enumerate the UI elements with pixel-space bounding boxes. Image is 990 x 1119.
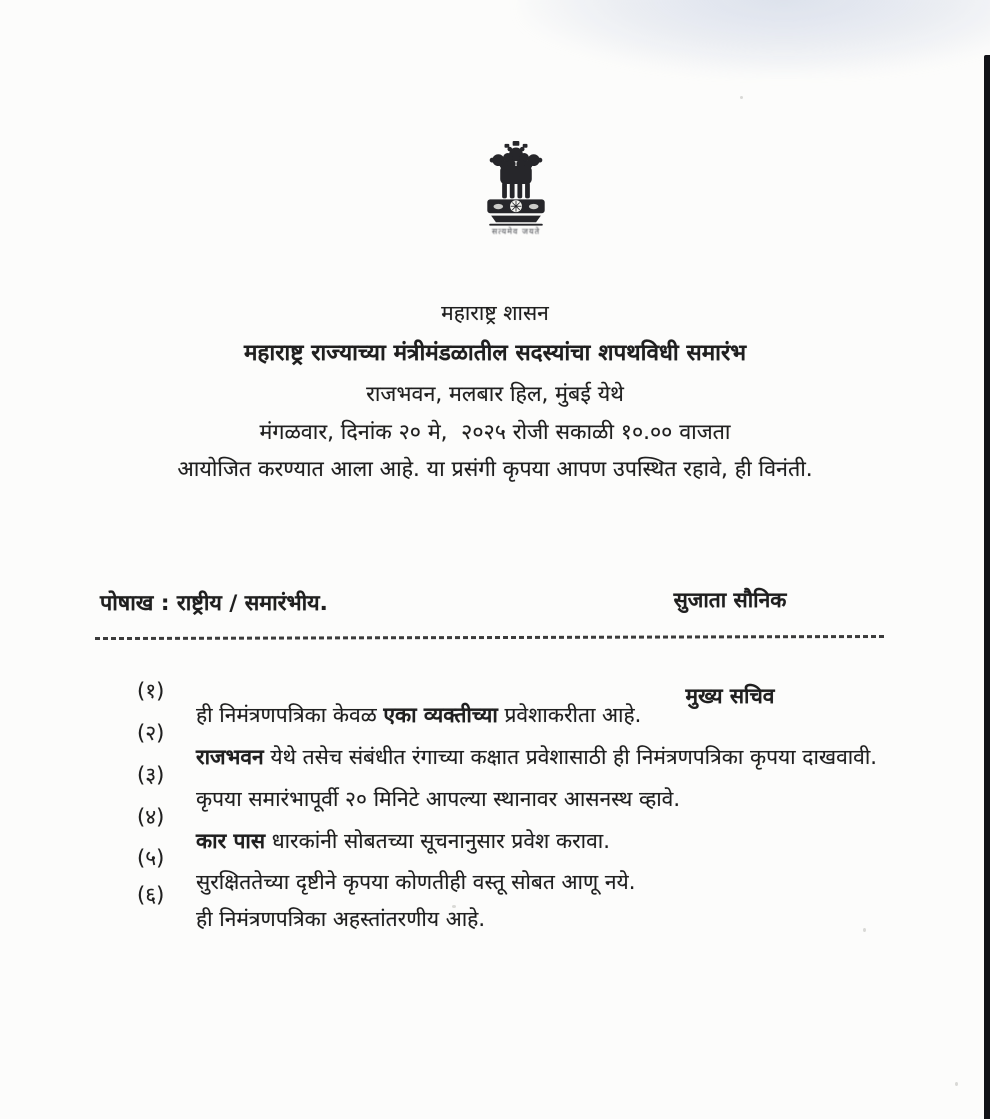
note-number: (१): [137, 679, 165, 703]
note-number: (५): [137, 846, 165, 870]
note-text-pre: सुरक्षिततेच्या दृष्टीने कृपया कोणतीही वस्तू सोबत आणू नये.: [196, 870, 636, 894]
note-text-post: धारकांनी सोबतच्या सूचनानुसार प्रवेश करावा.: [265, 829, 610, 853]
ceremony-title: महाराष्ट्र राज्याच्या मंत्रीमंडळातील सदस्यांचा शपथविधी समारंभ: [243, 340, 747, 366]
scan-speck: [955, 1082, 958, 1086]
signatory-name: सुजाता सौनिक: [673, 588, 787, 612]
dress-code-line: पोषाख : राष्ट्रीय / समारंभीय.: [100, 591, 328, 616]
scan-shadow-top: [520, 0, 990, 75]
note-text-post: येथे तसेच संबंधीत रंगाच्या कक्षात प्रवेशासाठी ही निमंत्रणपत्रिका कृपया दाखवावी.: [263, 745, 877, 769]
note-text-post: प्रवेशाकरीता आहे.: [497, 703, 642, 727]
note-text-pre: ही निमंत्रणपत्रिका केवळ: [196, 703, 384, 727]
signatory-designation: मुख्य सचिव: [685, 684, 775, 708]
dharma-chakra: [510, 200, 522, 212]
note-number: (६): [137, 883, 165, 907]
note-text-pre: कृपया समारंभापूर्वी २० मिनिटे आपल्या स्थानावर आसनस्थ व्हावे.: [196, 787, 681, 811]
ashoka-emblem-svg: [485, 141, 547, 229]
ashoka-emblem-icon: [485, 141, 547, 229]
government-name: महाराष्ट्र शासन: [441, 301, 549, 325]
note-text-bold: एका व्यक्तीच्या: [383, 703, 498, 727]
note-number: (२): [137, 721, 165, 745]
note-text-bold: राजभवन: [196, 745, 264, 769]
venue-line: राजभवन, मलबार हिल, मुंबई येथे: [366, 382, 624, 407]
note-number: (३): [137, 763, 165, 787]
note-text-pre: ही निमंत्रणपत्रिका अहस्तांतरणीय आहे.: [196, 907, 485, 931]
scan-edge-strip: [984, 55, 990, 1119]
note-text: [196, 905, 926, 933]
note-item-6: [0, 857, 990, 953]
emblem-motto-text: सत्यमेव जयते: [491, 227, 541, 236]
note-number: (४): [137, 805, 165, 829]
date-time-line: मंगळवार, दिनांक २० मे, २०२५ रोजी सकाळी १०.०० वाजता: [259, 420, 731, 445]
note-text-bold: कार पास: [196, 829, 266, 853]
scan-speck: [740, 96, 743, 99]
request-line: आयोजित करण्यात आला आहे. या प्रसंगी कृपया आपण उपस्थित रहावे, ही विनंती.: [177, 457, 813, 482]
